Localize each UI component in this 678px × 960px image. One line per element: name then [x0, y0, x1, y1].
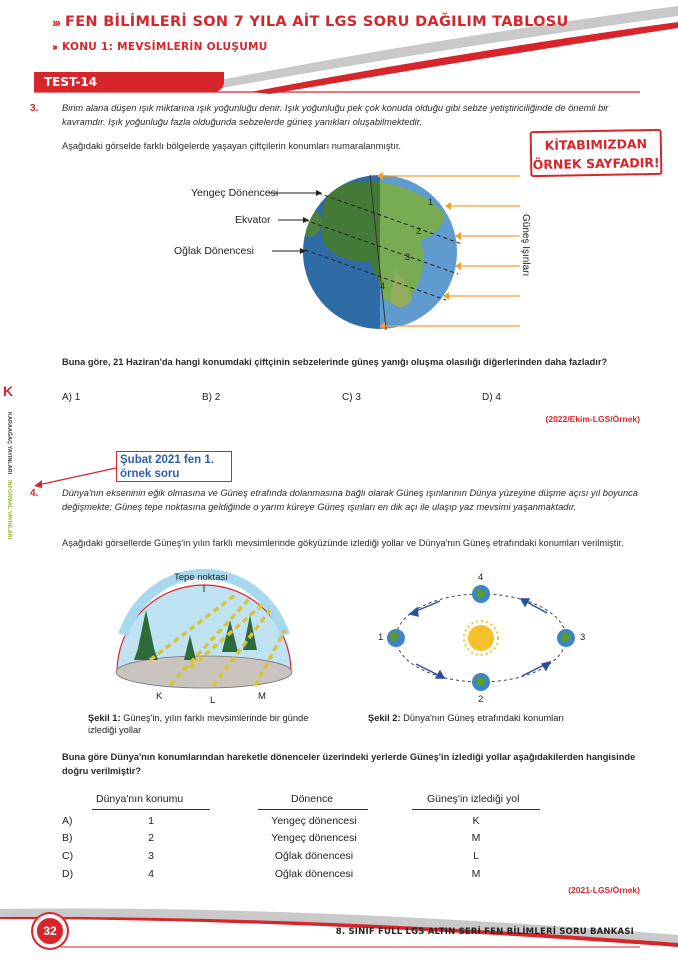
point-1: 1	[428, 197, 434, 207]
subtitle-arrows-icon: ›››	[52, 41, 56, 53]
row-path: L	[473, 850, 479, 862]
row-tropic: Yengeç dönencesi	[271, 832, 357, 844]
fig2-caption	[368, 712, 628, 724]
label-equator: Ekvator	[235, 214, 271, 226]
table-rule-1	[92, 809, 210, 810]
fig1-caption-label: Şekil 1:	[88, 713, 121, 723]
table-header-path: Güneş'in izlediği yol	[427, 793, 520, 805]
fig2-caption-label: Şekil 2:	[368, 713, 401, 723]
brand-informal: İNFORMAL YAYINLARI	[6, 480, 12, 540]
fig2-caption-text: Dünya'nın Güneş etrafındaki konumları	[403, 713, 565, 723]
q4-intro: Dünya'nın ekseninin eğik olmasına ve Güneş etrafında dolanmasına bağlı olarak Güneş ışınlarının Dünya yüzeyine düşme açısı yıl boyunca değişmekte; Güneş tepe noktasına geldiğinde o yarım küreye Güneş ışınları en dik açı ile ulaşıp yaz mevsimi yaşanmaktadır.	[62, 488, 638, 512]
q3-option-b[interactable]: B) 2	[202, 392, 221, 403]
q3-intro: Birim alana düşen ışık miktarına ışık yoğunluğu denir. Işık yoğunluğu pek çok konuda olduğu gibi sebze yetiştiriciliğinde de önemli bir kavramdır. Işık yoğunluğu fazla olduğunda sebzelerde güneş yanıkları oluşabilmektedir.	[62, 103, 609, 127]
q4-lead: Aşağıdaki görsellerde Güneş'in yılın farklı mevsimlerinde gökyüzünde izlediği yollar ve Dünya'nın Güneş etrafındaki konumları verilmiştir.	[62, 538, 624, 548]
point-4: 4	[380, 281, 386, 291]
path-l: L	[210, 695, 216, 706]
q3-number: 3.	[30, 103, 39, 114]
page-title: FEN BİLİMLERİ SON 7 YILA AİT LGS SORU DAĞILIM TABLOSU	[65, 14, 569, 30]
orbit-pos-4: 4	[478, 572, 484, 583]
label-zenith: Tepe noktası	[174, 572, 228, 583]
label-sun-rays: Güneş Işınları	[520, 214, 531, 277]
row-tropic: Yengeç dönencesi	[271, 815, 357, 827]
row-position: 4	[148, 868, 154, 880]
table-header-position: Dünya'nın konumu	[96, 793, 184, 805]
row-position: 2	[148, 832, 154, 844]
row-position: 1	[148, 815, 154, 827]
label-tropic-cancer: Yengeç Dönencesi	[191, 187, 279, 199]
orbit-pos-3: 3	[580, 632, 586, 643]
table-header-tropic: Dönence	[291, 793, 334, 805]
q4-question: Buna göre Dünya'nın konumlarından hareketle dönenceler üzerindeki yerlerde Güneş'in izlediği yollar aşağıdakilerden hangisinde doğru verilmiştir?	[62, 752, 636, 776]
note-line2: örnek soru	[120, 468, 180, 480]
row-path: M	[471, 868, 481, 880]
page-number: 32	[33, 914, 67, 948]
point-3: 3	[405, 252, 411, 262]
row-option: A)	[62, 815, 73, 827]
path-m: M	[258, 691, 266, 702]
book-title: 8. SINIF FULL LGS ALTIN SERİ FEN BİLİMLERİ SORU BANKASI	[335, 927, 634, 937]
q3-lead: Aşağıdaki görselde farklı bölgelerde yaşayan çiftçilerin konumları numaralanmıştır.	[62, 141, 401, 151]
table-rule-3	[412, 809, 540, 810]
orbit-pos-1: 1	[378, 632, 384, 643]
note-line1: Şubat 2021 fen 1.	[120, 454, 214, 466]
topic-title: KONU 1: MEVSİMLERİN OLUŞUMU	[62, 41, 268, 53]
row-position: 3	[148, 850, 154, 862]
q3-option-c[interactable]: C) 3	[342, 392, 361, 403]
label-tropic-capricorn: Oğlak Dönencesi	[174, 245, 254, 257]
stamp-line2: ÖRNEK SAYFADIR!	[532, 154, 660, 173]
q4-source: (2021-LGS/Örnek)	[568, 885, 640, 895]
q4-number: 4.	[30, 488, 39, 499]
brand-karaagac: KARAAĞAÇ YAYINLARI	[6, 412, 12, 475]
point-2: 2	[416, 226, 422, 236]
q3-option-d[interactable]: D) 4	[482, 392, 501, 403]
q3-question: Buna göre, 21 Haziran'da hangi konumdaki çiftçinin sebzelerinde güneş yanığı oluşma olasılığı diğerlerinden daha fazladır?	[62, 357, 608, 367]
row-option: C)	[62, 850, 74, 862]
test-label: TEST-14	[34, 72, 224, 92]
fig1-caption	[88, 712, 320, 736]
fig1-caption-text: Güneş'in, yılın farklı mevsimlerinde bir günde izlediği yollar	[88, 713, 309, 735]
row-tropic: Oğlak dönencesi	[274, 868, 354, 880]
row-tropic: Oğlak dönencesi	[274, 850, 354, 862]
row-option: B)	[62, 832, 73, 844]
title-arrows-icon: ›››	[52, 14, 59, 30]
brand-logo-icon: K	[3, 383, 14, 399]
q3-option-a[interactable]: A) 1	[62, 392, 81, 403]
row-path: M	[471, 832, 481, 844]
row-path: K	[472, 815, 480, 827]
row-option: D)	[62, 868, 74, 880]
orbit-pos-2: 2	[478, 694, 484, 705]
sun-icon	[464, 621, 498, 655]
path-k: K	[156, 691, 163, 702]
stamp-line1: KİTABIMIZDAN	[544, 136, 648, 153]
table-rule-2	[258, 809, 368, 810]
q3-source: (2022/Ekim-LGS/Örnek)	[545, 414, 640, 424]
